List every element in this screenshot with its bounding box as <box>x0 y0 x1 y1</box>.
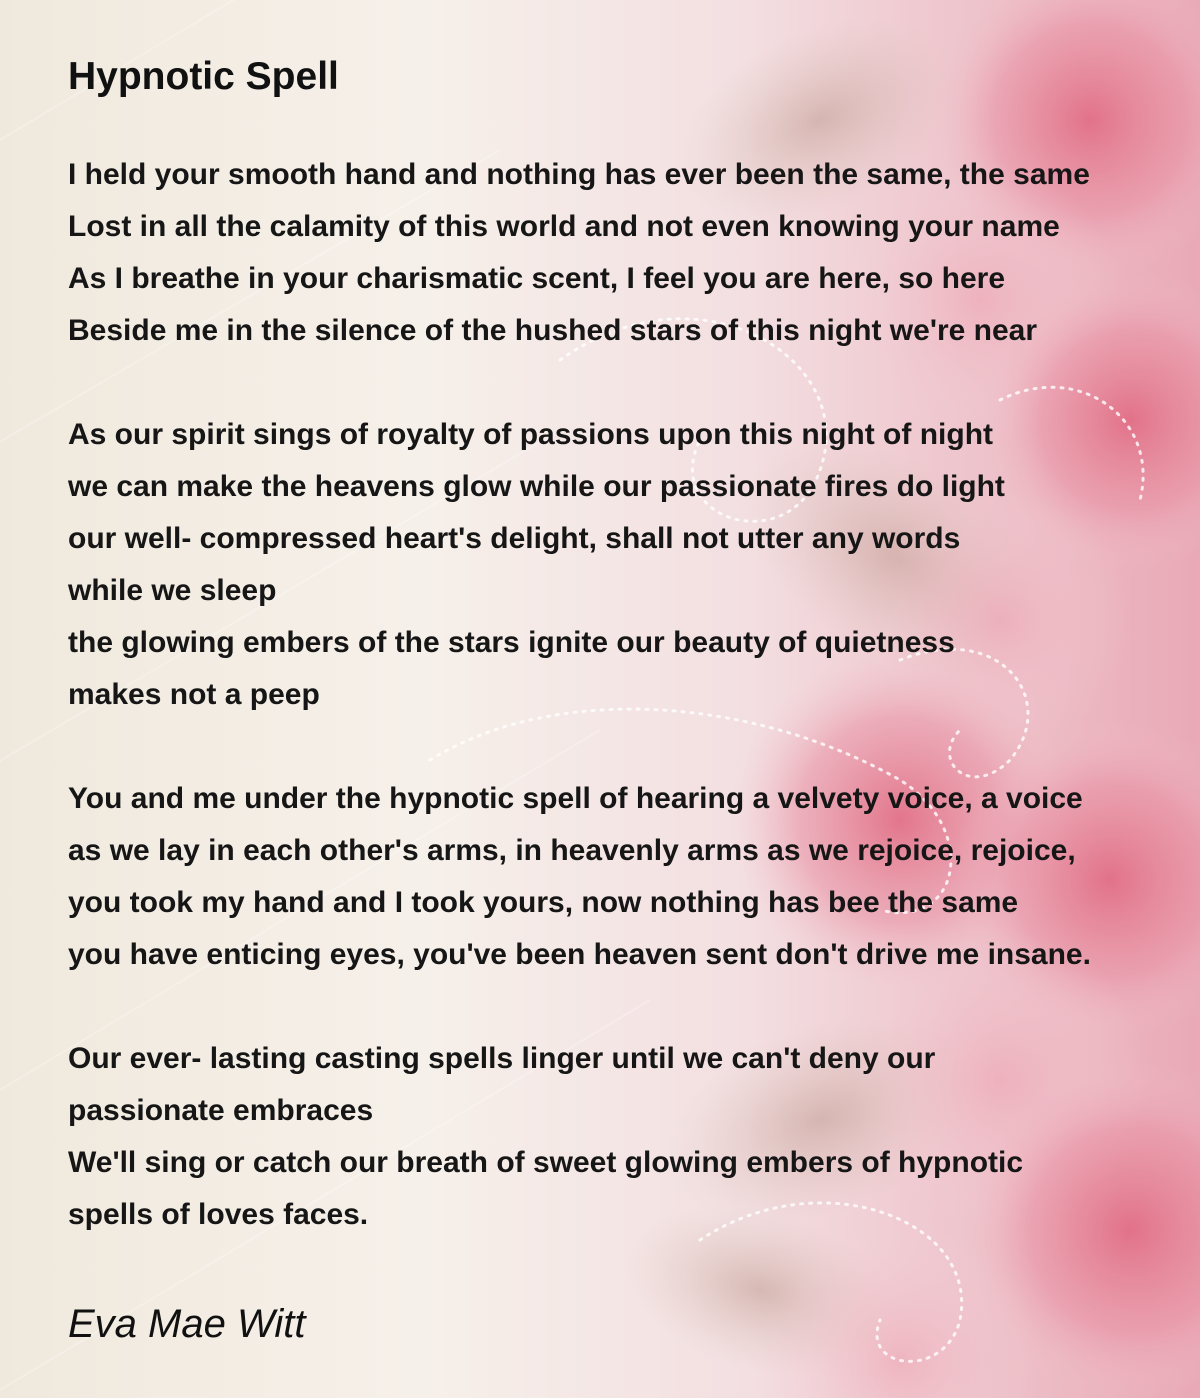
poem-line: Our ever- lasting casting spells linger until we can't deny our <box>68 1042 936 1075</box>
poem-line: the glowing embers of the stars ignite our beauty of quietness <box>68 626 955 659</box>
poem-line: you took my hand and I took yours, now nothing has bee the same <box>68 886 1019 919</box>
poem-title: Hypnotic Spell <box>68 55 339 98</box>
poem-container <box>68 50 1188 1293</box>
poem-line: we can make the heavens glow while our passionate fires do light <box>68 470 1005 503</box>
poem-author: Eva Mae Witt <box>68 1302 306 1346</box>
poem-line: passionate embraces <box>68 1094 374 1127</box>
poem-line: As I breathe in your charismatic scent, I feel you are here, so here <box>68 262 1006 295</box>
poem-line: as we lay in each other's arms, in heavenly arms as we rejoice, rejoice, <box>68 834 1076 867</box>
poem-line: you have enticing eyes, you've been heaven sent don't drive me insane. <box>68 938 1091 971</box>
poem-body <box>68 149 1188 1241</box>
poem-line: You and me under the hypnotic spell of hearing a velvety voice, a voice <box>68 782 1083 815</box>
poem-line: our well- compressed heart's delight, shall not utter any words <box>68 522 961 555</box>
poem-line: spells of loves faces. <box>68 1198 369 1231</box>
poem-line: We'll sing or catch our breath of sweet glowing embers of hypnotic <box>68 1146 1024 1179</box>
stanza-1 <box>68 149 1188 357</box>
poem-line: Beside me in the silence of the hushed stars of this night we're near <box>68 314 1038 347</box>
stanza-3 <box>68 773 1188 981</box>
poem-line: makes not a peep <box>68 678 320 711</box>
poem-line: Lost in all the calamity of this world and not even knowing your name <box>68 210 1060 243</box>
stanza-4 <box>68 1033 1188 1241</box>
stanza-2 <box>68 409 1188 721</box>
poem-line: As our spirit sings of royalty of passions upon this night of night <box>68 418 994 451</box>
poem-line: I held your smooth hand and nothing has ever been the same, the same <box>68 158 1090 191</box>
poem-line: while we sleep <box>68 574 277 607</box>
